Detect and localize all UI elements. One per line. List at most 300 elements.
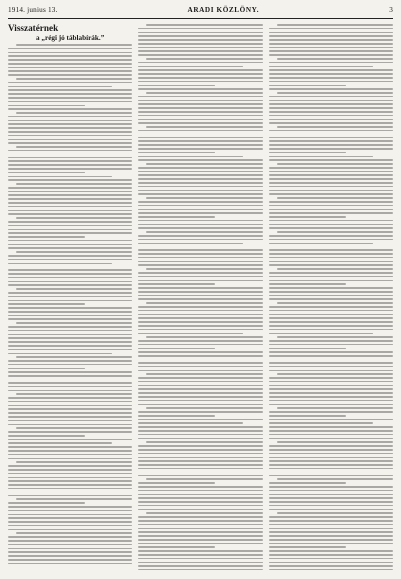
text-line-placeholder [8, 142, 132, 144]
text-line-placeholder [269, 227, 393, 229]
text-line-placeholder [138, 333, 242, 335]
text-line-placeholder [146, 268, 262, 270]
text-line-placeholder [138, 178, 262, 180]
text-line-placeholder [269, 310, 393, 312]
text-line-placeholder [269, 528, 393, 530]
text-line-placeholder [8, 259, 132, 261]
text-line-placeholder [269, 445, 393, 447]
text-line-placeholder [138, 460, 262, 462]
text-line-placeholder [277, 24, 393, 26]
text-line-placeholder [269, 73, 393, 75]
text-line-placeholder [269, 411, 393, 413]
text-line-placeholder [277, 407, 393, 409]
text-line-placeholder [8, 273, 132, 275]
text-line-placeholder [8, 311, 132, 313]
text-line-placeholder [138, 396, 262, 398]
text-line-placeholder [269, 426, 393, 428]
text-line-placeholder [269, 400, 393, 402]
text-line-placeholder [269, 115, 393, 117]
text-line-placeholder [138, 220, 262, 222]
text-line-placeholder [269, 264, 393, 266]
text-line-placeholder [269, 85, 346, 87]
text-line-placeholder [8, 412, 132, 414]
text-line-placeholder [138, 411, 262, 413]
text-line-placeholder [138, 130, 262, 132]
text-line-placeholder [138, 261, 262, 263]
text-line-placeholder [8, 82, 132, 84]
text-line-placeholder [269, 107, 393, 109]
text-line-placeholder [277, 92, 393, 94]
text-line-placeholder [8, 371, 132, 373]
text-line-placeholder [146, 126, 262, 128]
text-line-placeholder [8, 307, 132, 309]
text-line-placeholder [16, 146, 132, 148]
text-line-placeholder [269, 148, 393, 150]
text-line-placeholder [269, 167, 393, 169]
text-line-placeholder [138, 366, 262, 368]
text-line-placeholder [8, 120, 132, 122]
text-line-placeholder [269, 351, 393, 353]
text-line-placeholder [138, 531, 262, 533]
text-line-placeholder [269, 385, 393, 387]
text-line-placeholder [138, 119, 262, 121]
text-line-placeholder [138, 329, 262, 331]
text-line-placeholder [269, 32, 393, 34]
text-line-placeholder [277, 126, 393, 128]
text-line-placeholder [8, 89, 132, 91]
text-line-placeholder [269, 243, 373, 245]
text-line-placeholder [8, 506, 132, 508]
text-line-placeholder [138, 122, 262, 124]
text-line-placeholder [146, 58, 262, 60]
text-line-placeholder [269, 216, 346, 218]
text-line-placeholder [138, 291, 262, 293]
text-line-placeholder [138, 388, 262, 390]
text-line-placeholder [269, 62, 393, 64]
text-line-placeholder [138, 28, 262, 30]
text-line-placeholder [138, 156, 242, 158]
text-line-placeholder [269, 66, 373, 68]
text-line-placeholder [8, 101, 132, 103]
text-line-placeholder [138, 314, 262, 316]
text-line-placeholder [8, 382, 132, 384]
text-line-placeholder [269, 81, 393, 83]
text-line-placeholder [138, 546, 215, 548]
text-line-placeholder [269, 35, 393, 37]
text-line-placeholder [8, 397, 132, 399]
text-line-placeholder [138, 96, 262, 98]
text-line-placeholder [269, 509, 393, 511]
text-line-placeholder [138, 558, 262, 560]
text-line-placeholder [8, 341, 132, 343]
text-line-placeholder [8, 263, 112, 265]
text-line-placeholder [277, 268, 393, 270]
text-line-placeholder [8, 326, 132, 328]
text-line-placeholder [269, 144, 393, 146]
text-line-placeholder [8, 536, 132, 538]
text-line-placeholder [138, 186, 262, 188]
text-line-placeholder [269, 531, 393, 533]
text-line-placeholder [269, 69, 393, 71]
article-quote-title: a „régi jó táblabírák.” [36, 34, 105, 42]
text-line-placeholder [269, 261, 393, 263]
text-line-placeholder [269, 291, 393, 293]
text-line-placeholder [146, 407, 262, 409]
text-line-placeholder [8, 198, 132, 200]
text-line-placeholder [269, 486, 393, 488]
text-line-placeholder [8, 67, 132, 69]
text-line-placeholder [8, 292, 132, 294]
text-line-placeholder [8, 337, 132, 339]
text-line-placeholder [8, 210, 132, 212]
column-1-text [8, 44, 132, 564]
text-line-placeholder [138, 404, 262, 406]
text-line-placeholder [138, 490, 262, 492]
text-line-placeholder [269, 178, 393, 180]
text-line-placeholder [269, 257, 393, 259]
text-line-placeholder [138, 47, 262, 49]
text-line-placeholder [8, 157, 132, 159]
text-line-placeholder [138, 486, 262, 488]
text-line-placeholder [138, 81, 262, 83]
text-line-placeholder [269, 295, 393, 297]
text-line-placeholder [138, 272, 262, 274]
text-line-placeholder [8, 74, 132, 76]
text-line-placeholder [138, 283, 215, 285]
text-line-placeholder [269, 28, 393, 30]
text-line-placeholder [138, 235, 262, 237]
text-line-placeholder [8, 480, 132, 482]
text-line-placeholder [16, 217, 132, 219]
text-line-placeholder [269, 497, 393, 499]
text-line-placeholder [8, 431, 132, 433]
text-line-placeholder [138, 167, 262, 169]
text-line-placeholder [138, 212, 262, 214]
text-line-placeholder [8, 401, 132, 403]
text-line-placeholder [8, 465, 132, 467]
text-line-placeholder [138, 524, 262, 526]
text-line-placeholder [269, 396, 393, 398]
text-line-placeholder [8, 300, 132, 302]
text-line-placeholder [138, 494, 262, 496]
text-line-placeholder [138, 201, 262, 203]
text-line-placeholder [269, 43, 393, 45]
text-line-placeholder [8, 368, 85, 370]
text-line-placeholder [8, 303, 85, 305]
text-line-placeholder [277, 302, 393, 304]
text-line-placeholder [269, 546, 346, 548]
text-line-placeholder [138, 50, 262, 52]
text-line-placeholder [269, 388, 393, 390]
text-line-placeholder [138, 392, 262, 394]
text-line-placeholder [8, 555, 132, 557]
text-line-placeholder [269, 54, 393, 56]
text-line-placeholder [8, 469, 132, 471]
text-line-placeholder [8, 255, 132, 257]
text-line-placeholder [269, 224, 393, 226]
text-line-placeholder [138, 516, 262, 518]
text-line-placeholder [269, 186, 393, 188]
text-line-placeholder [269, 193, 393, 195]
text-line-placeholder [269, 325, 393, 327]
text-line-placeholder [269, 348, 346, 350]
text-line-placeholder [138, 468, 262, 470]
text-line-placeholder [269, 171, 393, 173]
text-line-placeholder [8, 236, 85, 238]
text-line-placeholder [138, 482, 215, 484]
text-line-placeholder [138, 385, 262, 387]
text-line-placeholder [8, 213, 132, 215]
text-line-placeholder [8, 206, 132, 208]
text-line-placeholder [138, 475, 262, 477]
text-line-placeholder [16, 183, 132, 185]
text-line-placeholder [8, 315, 132, 317]
text-line-placeholder [16, 288, 132, 290]
text-line-placeholder [8, 244, 132, 246]
text-line-placeholder [8, 563, 132, 565]
text-line-placeholder [138, 543, 262, 545]
text-line-placeholder [146, 441, 262, 443]
text-line-placeholder [8, 454, 132, 456]
page-header [8, 6, 393, 16]
text-line-placeholder [138, 107, 262, 109]
text-line-placeholder [8, 240, 132, 242]
text-line-placeholder [138, 239, 262, 241]
text-line-placeholder [269, 460, 393, 462]
text-line-placeholder [8, 247, 132, 249]
text-line-placeholder [8, 540, 132, 542]
text-line-placeholder [8, 375, 132, 377]
text-line-placeholder [277, 58, 393, 60]
text-line-placeholder [138, 85, 215, 87]
text-line-placeholder [138, 205, 262, 207]
text-line-placeholder [138, 340, 262, 342]
text-line-placeholder [8, 510, 132, 512]
text-line-placeholder [138, 321, 262, 323]
columns [8, 22, 393, 570]
text-line-placeholder [8, 420, 132, 422]
text-line-placeholder [138, 422, 242, 424]
text-line-placeholder [138, 152, 215, 154]
text-line-placeholder [138, 419, 262, 421]
text-line-placeholder [269, 520, 393, 522]
text-line-placeholder [138, 377, 262, 379]
text-line-placeholder [138, 243, 242, 245]
text-line-placeholder [16, 78, 132, 80]
text-line-placeholder [138, 344, 262, 346]
text-line-placeholder [277, 373, 393, 375]
text-line-placeholder [8, 221, 132, 223]
text-line-placeholder [8, 442, 112, 444]
text-line-placeholder [269, 321, 393, 323]
text-line-placeholder [138, 159, 262, 161]
text-line-placeholder [8, 386, 132, 388]
text-line-placeholder [138, 190, 262, 192]
text-line-placeholder [269, 329, 393, 331]
text-line-placeholder [138, 209, 262, 211]
text-line-placeholder [138, 298, 262, 300]
text-line-placeholder [16, 356, 132, 358]
text-line-placeholder [269, 404, 393, 406]
text-line-placeholder [138, 426, 262, 428]
text-line-placeholder [138, 434, 262, 436]
text-line-placeholder [138, 280, 262, 282]
text-line-placeholder [138, 224, 262, 226]
text-line-placeholder [269, 475, 393, 477]
header-rule [8, 18, 393, 19]
text-line-placeholder [269, 505, 393, 507]
text-line-placeholder [8, 277, 132, 279]
text-line-placeholder [138, 35, 262, 37]
text-line-placeholder [138, 565, 262, 567]
text-line-placeholder [269, 565, 393, 567]
text-line-placeholder [269, 111, 393, 113]
text-line-placeholder [277, 336, 393, 338]
text-line-placeholder [269, 100, 393, 102]
text-line-placeholder [146, 512, 262, 514]
text-line-placeholder [269, 482, 346, 484]
text-line-placeholder [269, 464, 393, 466]
text-line-placeholder [138, 355, 262, 357]
text-line-placeholder [269, 190, 393, 192]
text-line-placeholder [138, 227, 262, 229]
text-line-placeholder [8, 484, 132, 486]
text-line-placeholder [269, 280, 393, 282]
text-line-placeholder [138, 103, 262, 105]
text-line-placeholder [138, 264, 262, 266]
text-line-placeholder [138, 39, 262, 41]
text-line-placeholder [269, 50, 393, 52]
text-line-placeholder [8, 93, 132, 95]
text-line-placeholder [269, 272, 393, 274]
text-line-placeholder [269, 103, 393, 105]
column-3-text [269, 24, 393, 570]
text-line-placeholder [269, 392, 393, 394]
text-line-placeholder [269, 370, 393, 372]
text-line-placeholder [269, 249, 393, 251]
text-line-placeholder [146, 302, 262, 304]
text-line-placeholder [138, 43, 262, 45]
text-line-placeholder [269, 344, 393, 346]
text-line-placeholder [269, 494, 393, 496]
text-line-placeholder [269, 130, 393, 132]
text-line-placeholder [8, 86, 112, 88]
text-line-placeholder [8, 435, 85, 437]
text-line-placeholder [8, 439, 132, 441]
text-line-placeholder [269, 501, 393, 503]
text-line-placeholder [138, 253, 262, 255]
text-line-placeholder [277, 512, 393, 514]
text-line-placeholder [8, 408, 132, 410]
text-line-placeholder [146, 373, 262, 375]
text-line-placeholder [138, 370, 262, 372]
text-line-placeholder [138, 325, 262, 327]
text-line-placeholder [138, 295, 262, 297]
text-line-placeholder [269, 174, 393, 176]
text-line-placeholder [138, 144, 262, 146]
text-line-placeholder [138, 88, 262, 90]
text-line-placeholder [269, 47, 393, 49]
text-line-placeholder [8, 97, 132, 99]
text-line-placeholder [8, 488, 132, 490]
text-line-placeholder [269, 422, 373, 424]
text-line-placeholder [138, 66, 242, 68]
text-line-placeholder [8, 135, 132, 137]
text-line-placeholder [8, 446, 132, 448]
text-line-placeholder [269, 569, 393, 570]
text-line-placeholder [138, 317, 262, 319]
text-line-placeholder [269, 182, 393, 184]
text-line-placeholder [138, 351, 262, 353]
text-line-placeholder [138, 539, 262, 541]
text-line-placeholder [8, 364, 132, 366]
text-line-placeholder [269, 235, 393, 237]
text-line-placeholder [269, 453, 393, 455]
text-line-placeholder [138, 306, 262, 308]
text-line-placeholder [138, 77, 262, 79]
text-line-placeholder [138, 148, 262, 150]
text-line-placeholder [269, 317, 393, 319]
text-line-placeholder [16, 112, 132, 114]
text-line-placeholder [16, 322, 132, 324]
text-line-placeholder [269, 306, 393, 308]
text-line-placeholder [8, 164, 132, 166]
text-line-placeholder [8, 194, 132, 196]
text-line-placeholder [138, 348, 215, 350]
text-line-placeholder [8, 52, 132, 54]
text-line-placeholder [8, 477, 132, 479]
text-line-placeholder [8, 116, 132, 118]
text-line-placeholder [138, 257, 262, 259]
column-2-text [138, 24, 262, 570]
text-line-placeholder [138, 287, 262, 289]
text-line-placeholder [8, 345, 132, 347]
text-line-placeholder [269, 122, 393, 124]
text-line-placeholder [16, 251, 132, 253]
text-line-placeholder [269, 287, 393, 289]
text-line-placeholder [138, 62, 262, 64]
text-line-placeholder [269, 430, 393, 432]
text-line-placeholder [138, 54, 262, 56]
text-line-placeholder [138, 111, 262, 113]
text-line-placeholder [138, 430, 262, 432]
text-line-placeholder [269, 96, 393, 98]
text-line-placeholder [16, 498, 132, 500]
text-line-placeholder [138, 509, 262, 511]
text-line-placeholder [8, 514, 132, 516]
text-line-placeholder [269, 554, 393, 556]
text-line-placeholder [138, 550, 262, 552]
text-line-placeholder [269, 276, 393, 278]
text-line-placeholder [138, 216, 215, 218]
text-line-placeholder [8, 48, 132, 50]
text-line-placeholder [269, 366, 393, 368]
text-line-placeholder [8, 349, 132, 351]
article-title: Visszatérnek [8, 23, 59, 33]
text-line-placeholder [16, 427, 132, 429]
text-line-placeholder [146, 197, 262, 199]
text-line-placeholder [269, 438, 393, 440]
text-line-placeholder [269, 209, 393, 211]
text-line-placeholder [8, 330, 132, 332]
text-line-placeholder [269, 543, 393, 545]
text-line-placeholder [8, 105, 85, 107]
text-line-placeholder [277, 478, 393, 480]
text-line-placeholder [8, 318, 132, 320]
text-line-placeholder [138, 445, 262, 447]
text-line-placeholder [138, 569, 262, 570]
text-line-placeholder [269, 239, 393, 241]
